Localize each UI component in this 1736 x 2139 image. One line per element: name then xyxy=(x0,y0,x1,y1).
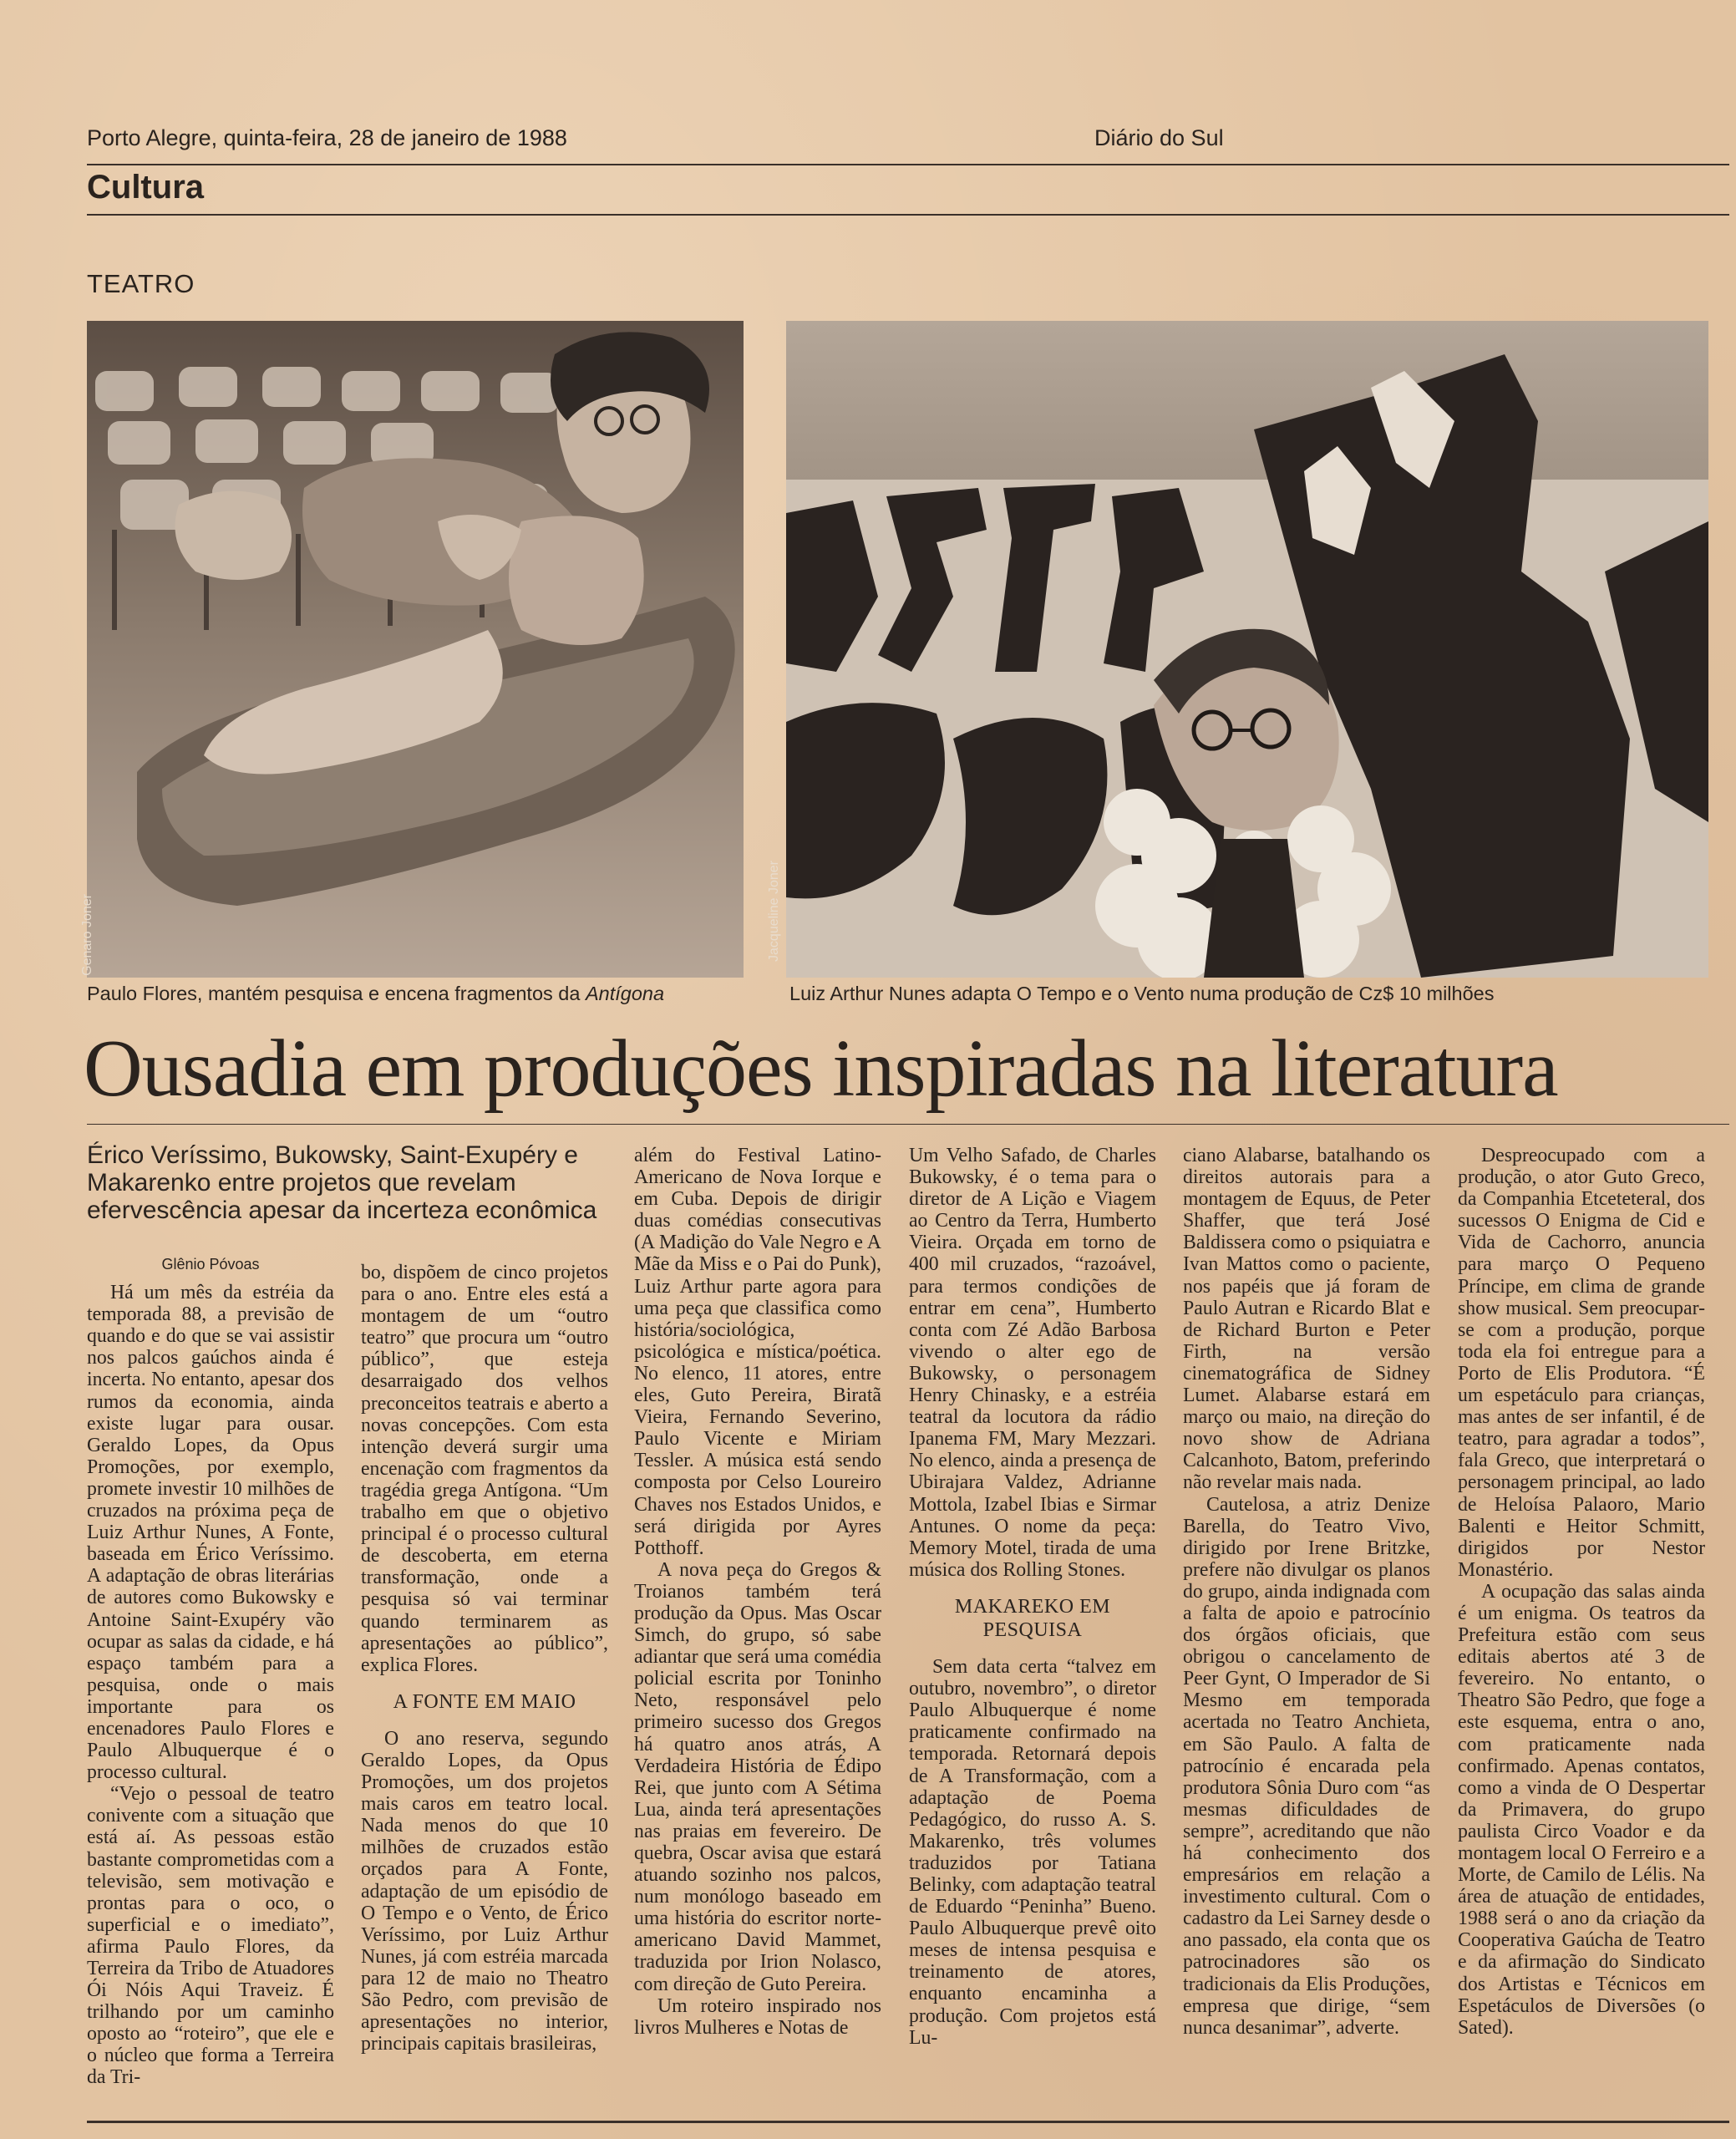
paragraph: Um roteiro inspirado nos livros Mulheres e Notas de xyxy=(634,1994,881,2039)
column-3 xyxy=(634,1145,881,2039)
dateline: Porto Alegre, quinta-feira, 28 de janeiro de 1988 xyxy=(87,125,567,150)
paragraph: Despreocupado com a produção, o ator Guto Greco, da Companhia Etceteteral, dos sucessos O Enigma de Cid e Vida de Cachorro, anuncia para março O Pequeno Príncipe, em clima de grande show musical. Sem preocupar-se com a produção, porque toda ela foi entregue para a Porto de Elis Produtora. “É um espetáculo para crianças, mas antes de ser infantil, é de teatro, para agradar a todos”, fala Greco, que interpretará o personagem principal, ao lado de Heloísa Palaoro, Mario Balenti e Heitor Schmitt, dirigidos por Nestor Monastério. xyxy=(1458,1145,1705,1581)
paragraph: Sem data certa “talvez em outubro, novembro”, o diretor Paulo Albuquerque é nome praticamente confirmado na temporada. Retornará depois de A Transformação, com a adaptação de Poema Pedagógico, do russo A. S. Makarenko, três volumes traduzidos por Tatiana Belinky, com adaptação teatral de Eduardo “Peninha” Bueno. Paulo Albuquerque prevê oito meses de intensa pesquisa e treinamento de atores, enquanto encaminha a produção. Com projetos está Lu- xyxy=(909,1656,1156,2049)
column-5 xyxy=(1183,1145,1430,2039)
byline: Glênio Póvoas xyxy=(161,1256,260,1273)
photo-caption-left-text: Paulo Flores, mantém pesquisa e encena fragmentos da xyxy=(87,983,586,1004)
photo-caption-left-title: Antígona xyxy=(585,983,665,1004)
paragraph: Há um mês da estréia da temporada 88, a previsão de quando e do que se vai assistir nos palcos gaúchos ainda é incerta. No entanto, apesar dos rumos da economia, ainda existe lugar para ousar. Geraldo Lopes, da Opus Promoções, por exemplo, promete investir 10 milhões de cruzados na próxima peça de Luiz Arthur Nunes, A Fonte, baseada em Érico Veríssimo. A adaptação de obras literárias de autores como Bukowsky e Antoine Saint-Exupéry vão ocupar as salas da cidade, e há espaço também para a pesquisa, onde o mais importante para os encenadores Paulo Flores e Paulo Albuquerque é o processo cultural. xyxy=(87,1282,334,1784)
paragraph: Um Velho Safado, de Charles Bukowsky, é o tema para o diretor de A Lição e Viagem ao Centro da Terra, Humberto Vieira. Orçada em torno de 400 mil cruzados, “razoável, para termos condições de entrar em cena”, Humberto conta com Zé Adão Barbosa vivendo o alter ego de Bukowsky, o personagem Henry Chinasky, e a estréia teatral da locutora da rádio Ipanema FM, Mary Mezzari. No elenco, ainda a presença de Ubirajara Valdez, Adrianne Mottola, Izabel Ibias e Sirmar Antunes. O nome da peça: Memory Motel, tirada de uma música dos Rolling Stones. xyxy=(909,1145,1156,1581)
photo-paulo-flores xyxy=(87,321,744,978)
section-rule xyxy=(87,214,1729,216)
column-1 xyxy=(87,1253,334,2089)
newspaper-name: Diário do Sul xyxy=(1094,125,1224,150)
header-rule xyxy=(87,164,1729,165)
photo-caption-left xyxy=(87,983,664,1005)
column-2 xyxy=(361,1262,608,2055)
paragraph: A ocupação das salas ainda é um enigma. Os teatros da Prefeitura estão com seus editais abertos até 3 de fevereiro. No entanto, o Theatro São Pedro, que foge a este esquema, entra o ano, com praticamente nada confirmado. Apenas contatos, como a vinda de O Despertar da Primavera, do grupo paulista Circo Voador e da montagem local O Ferreiro e a Morte, de Camilo de Lélis. Na área de atuação de entidades, 1988 será o ano da criação da Cooperativa Gaúcha de Teatro e da afirmação do Sindicato dos Artistas e Técnicos em Espetáculos de Diversões (o Sated). xyxy=(1458,1580,1705,2039)
subhead-a-fonte: A FONTE EM MAIO xyxy=(393,1690,576,1713)
photo-luiz-arthur-nunes xyxy=(786,321,1708,978)
photo-credit-right: Jacqueline Joner xyxy=(767,861,781,962)
headline-rule xyxy=(87,1124,1729,1125)
paragraph: ciano Alabarse, batalhando os direitos autorais para a montagem de Equus, de Peter Shaffer, que terá José Baldissera como o psiquiatra e Ivan Mattos como o paciente, nos papéis que já foram de Paulo Autran e Ricardo Blat e de Richard Burton e Peter Firth, na versão cinematográfica de Sidney Lumet. Alabarse estará em março ou maio, na direção do novo show de Adriana Calcanhoto, Batom, preferindo não revelar mais nada. xyxy=(1183,1145,1430,1494)
column-6 xyxy=(1458,1145,1705,2039)
paragraph: “Vejo o pessoal de teatro conivente com a situação que está aí. As pessoas estão bastante comprometidas com a televisão, sem motivação e prontas para o oco, o superficial e o imediato”, afirma Paulo Flores, da Terreira da Tribo de Atuadores Ói Nóis Aqui Traveiz. É trilhando por um caminho oposto ao “roteiro”, que ele e o núcleo que forma a Terreira da Tri- xyxy=(87,1783,334,2089)
paragraph: bo, dispõem de cinco projetos para o ano. Entre eles está a montagem de um “outro teatro” que procura um “outro público”, que esteja desarraigado dos velhos preconceitos teatrais e aberto a novas concepções. Com esta intenção deverá surgir uma encenação com fragmentos da tragédia grega Antígona. “Um trabalho em que o objetivo principal é o processo cultural de descoberta, em eterna transformação, onde a pesquisa só vai terminar quando terminarem as apresentações ao público”, explica Flores. xyxy=(361,1262,608,1676)
subhead-makareko-line2: PESQUISA xyxy=(982,1618,1083,1641)
bottom-rule xyxy=(87,2121,1729,2123)
photo-luiz-arthur-nunes-image xyxy=(786,321,1708,978)
kicker: TEATRO xyxy=(87,269,195,298)
paragraph: Cautelosa, a atriz Denize Barella, do Teatro Vivo, dirigido por Irene Britzke, prefere não divulgar os planos do grupo, ainda indignada com a falta de apoio e patrocínio dos órgãos oficiais, que obrigou o cancelamento de Peer Gynt, O Imperador de Si Mesmo em temporada acertada no Teatro Anchieta, em São Paulo. A falta de patrocínio é encarada pela produtora Sônia Duro com “as mesmas dificuldades de sempre”, acreditando que não há conhecimento dos empresários em relação a investimento cultural. Com o cadastro da Lei Sarney desde o ano passado, ela conta que os patrocinadores são os tradicionais da Elis Produções, empresa que dirige, “sem nunca desanimar”, adverte. xyxy=(1183,1493,1430,2039)
photo-credit-left: Genaro Joner xyxy=(80,894,94,976)
paragraph: A nova peça do Gregos & Troianos também terá produção da Opus. Mas Oscar Simch, do grupo, só sabe adiantar que será uma comédia policial escrita por Toninho Neto, responsável pelo primeiro sucesso dos Gregos há quatro anos atrás, A Verdadeira História de Édipo Rei, que junto com A Sétima Lua, ainda terá apresentações nas praias em fevereiro. De quebra, Oscar avisa que estará atuando sozinho nos palcos, num monólogo baseado em uma história do escritor norte-americano David Mammet, traduzida por Irion Nolasco, com direção de Guto Pereira. xyxy=(634,1558,881,1995)
paragraph: além do Festival Latino-Americano de Nova Iorque e em Cuba. Depois de dirigir duas comédias consecutivas (A Madição do Vale Negro e A Mãe da Miss e o Pai do Punk), Luiz Arthur parte agora para uma peça que classifica como história/sociológica, psicológica e mística/poética. No elenco, 11 atores, entre eles, Guto Pereira, Biratã Vieira, Fernando Severino, Paulo Vicente e Miriam Tessler. A música está sendo composta por Celso Loureiro Chaves nos Estados Unidos, e será dirigida por Ayres Potthoff. xyxy=(634,1145,881,1559)
photo-paulo-flores-image xyxy=(87,321,744,978)
paragraph: O ano reserva, segundo Geraldo Lopes, da Opus Promoções, um dos projetos mais caros em teatro local. Nada menos do que 10 milhões de cruzados estão orçados para A Fonte, adaptação de um episódio de O Tempo e o Vento, de Érico Veríssimo, por Luiz Arthur Nunes, já com estréia marcada para 12 de maio no Theatro São Pedro, com previsão de apresentações no interior, principais capitais brasileiras, xyxy=(361,1727,608,2055)
photo-caption-right: Luiz Arthur Nunes adapta O Tempo e o Vento numa produção de Cz$ 10 milhões xyxy=(789,983,1495,1004)
column-4 xyxy=(909,1145,1156,2049)
deck: Érico Veríssimo, Bukowsky, Saint-Exupéry e Makarenko entre projetos que revelam efervescência apesar da incerteza econômica xyxy=(87,1141,597,1224)
subhead-makareko-line1: MAKAREKO EM xyxy=(954,1595,1111,1618)
section-title: Cultura xyxy=(87,169,204,206)
headline: Ousadia em produções inspiradas na literatura xyxy=(84,1024,1558,1114)
